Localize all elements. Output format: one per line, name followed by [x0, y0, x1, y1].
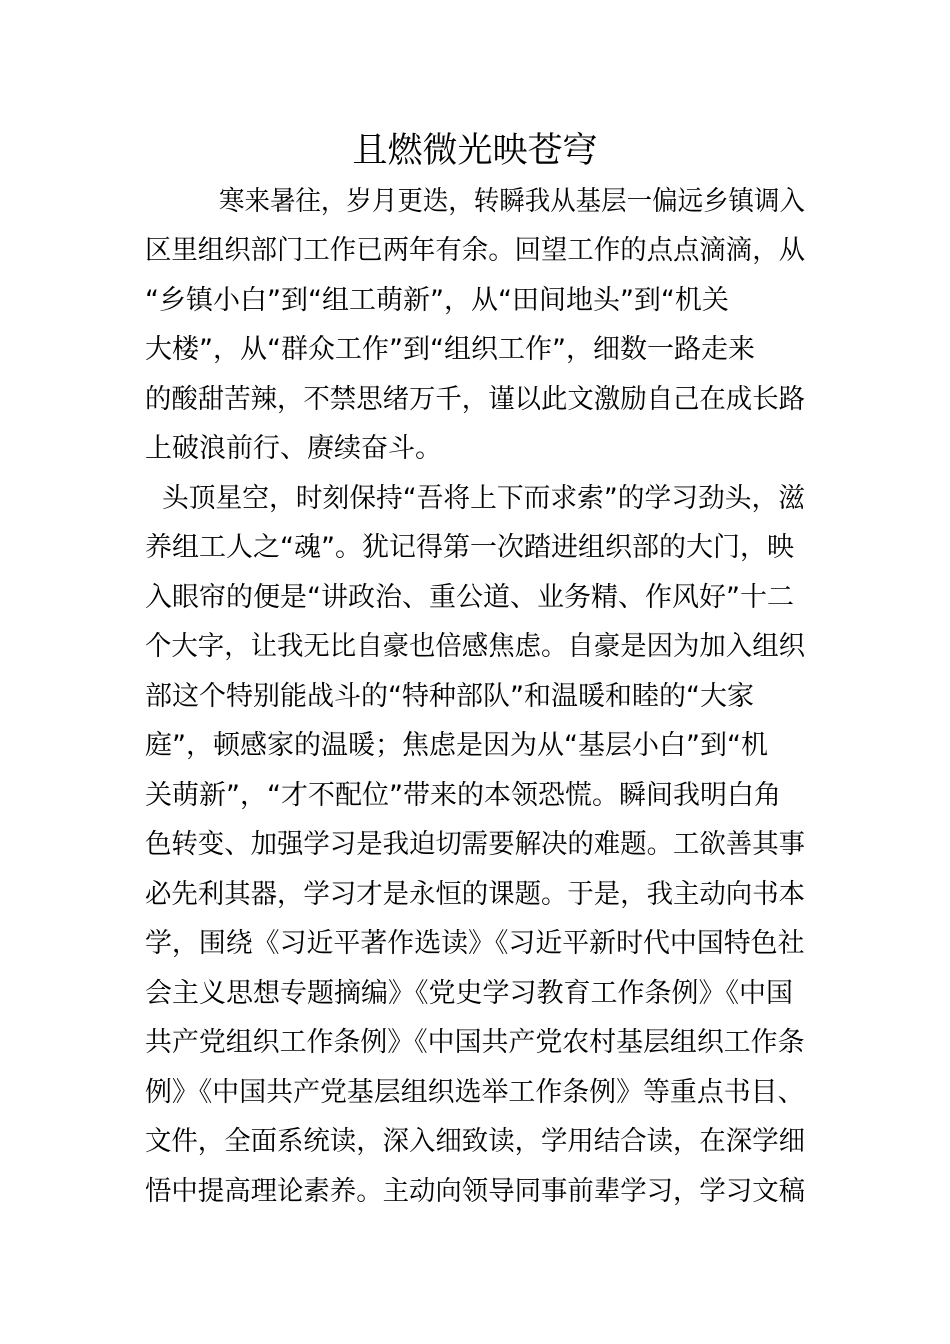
- paragraph-1-line: “乡镇小白”到“组工萌新”，从“田间地头”到“机关: [145, 285, 729, 316]
- paragraph-1-line: 的酸甜苦辣，不禁思绪万千，谨以此文激励自己在成长路: [145, 384, 806, 415]
- paragraph-2-line: 头顶星空，时刻保持“吾将上下而求索”的学习劲头，滋: [162, 483, 806, 514]
- paragraph-1-line: 区里组织部门工作已两年有余。回望工作的点点滴滴，从: [145, 235, 806, 266]
- paragraph-2-line: 关萌新”，“才不配位”带来的本领恐慌。瞬间我明白角: [145, 780, 781, 811]
- paragraph-2-line: 学，围绕《习近平著作选读》《习近平新时代中国特色社: [145, 928, 805, 959]
- paragraph-2-line: 会主义思想专题摘编》《党史学习教育工作条例》《中国: [145, 978, 793, 1009]
- paragraph-1-line: 寒来暑往，岁月更迭，转瞬我从基层一偏远乡镇调入: [219, 186, 805, 217]
- paragraph-2-line: 色转变、加强学习是我迫切需要解决的难题。工欲善其事: [145, 829, 806, 860]
- document-title: 且燃微光映苍穹: [352, 131, 598, 171]
- paragraph-2-line: 悟中提高理论素养。主动向领导同事前辈学习，学习文稿: [145, 1176, 806, 1207]
- paragraph-2-line: 庭”，顿感家的温暖；焦虑是因为从“基层小白”到“机: [145, 730, 768, 761]
- paragraph-1-line: 上破浪前行、赓续奋斗。: [145, 433, 442, 464]
- paragraph-2-line: 部这个特别能战斗的“特种部队”和温暖和睦的“大家: [145, 681, 754, 712]
- paragraph-2-line: 必先利其器，学习才是永恒的课题。于是，我主动向书本: [145, 879, 806, 910]
- paragraph-2-line: 个大字，让我无比自豪也倍感焦虑。自豪是因为加入组织: [145, 631, 806, 662]
- paragraph-2-line: 入眼帘的便是“讲政治、重公道、业务精、作风好”十二: [145, 582, 794, 613]
- paragraph-2-line: 文件，全面系统读，深入细致读，学用结合读，在深学细: [145, 1126, 806, 1157]
- paragraph-1-line: 大楼”，从“群众工作”到“组织工作”，细数一路走来: [145, 334, 755, 365]
- paragraph-2-line: 共产党组织工作条例》《中国共产党农村基层组织工作条: [145, 1027, 805, 1058]
- paragraph-2-line: 例》《中国共产党基层组织选举工作条例》等重点书目、: [145, 1077, 805, 1108]
- paragraph-2-line: 养组工人之“魂”。犹记得第一次踏进组织部的大门，映: [145, 532, 794, 563]
